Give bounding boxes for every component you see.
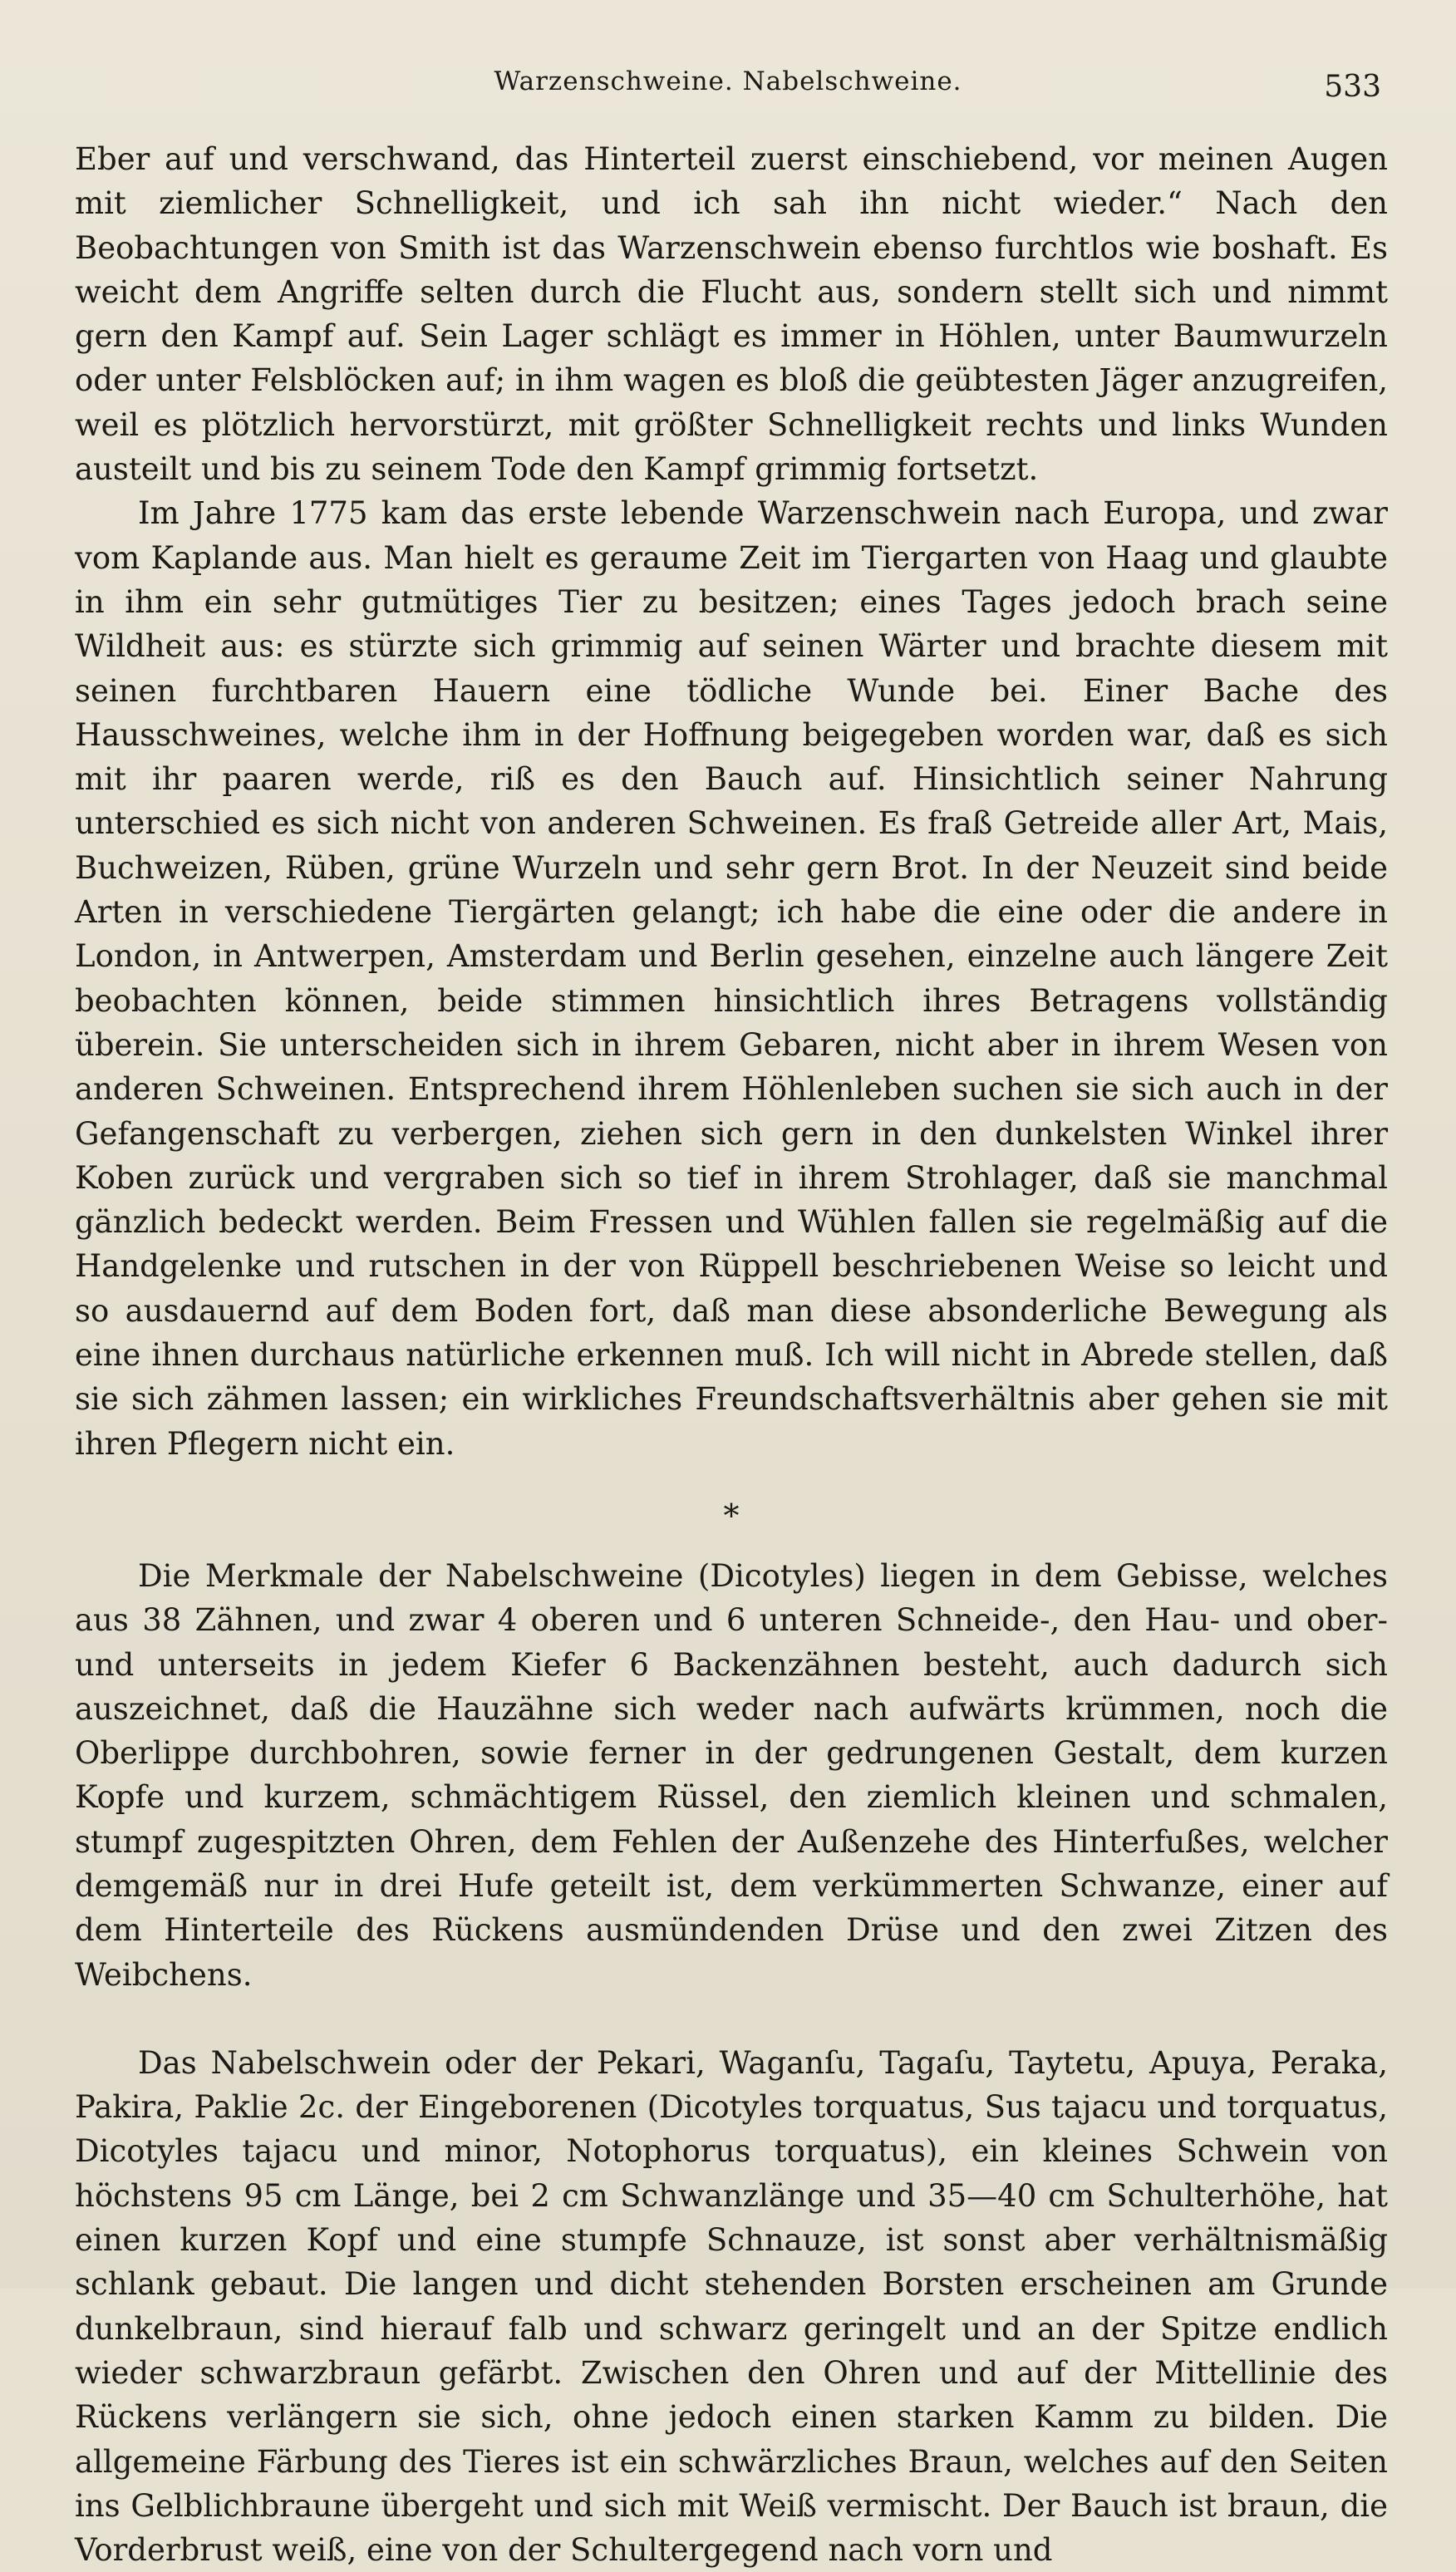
- section-separator: *: [723, 1497, 740, 1534]
- paragraph-warzenschwein-captivity: Im Jahre 1775 kam das erste lebende Warzenschwein nach Europa, und zwar vom Kaplande aus. Man hielt es geraume Zeit im Tiergarten von Haag und glaubte in ihm ein sehr gutmütiges Tier zu besitzen; eines Tages jedoch brach seine Wildheit aus: es stürzte sich grimmig auf seinen Wärter und brachte diesem mit seinen furchtbaren Hauern eine tödliche Wunde bei. Einer Bache des Hausschweines, welche ihm in der Hoffnung beigegeben worden war, daß es sich mit ihr paaren werde, riß es den Bauch auf. Hinsichtlich seiner Nahrung unterschied es sich nicht von anderen Schweinen. Es fraß Getreide aller Art, Mais, Buchweizen, Rüben, grüne Wurzeln und sehr gern Brot. In der Neuzeit sind beide Arten in verschiedene Tiergärten gelangt; ich habe die eine oder die andere in London, in Antwerpen, Amsterdam und Berlin gesehen, einzelne auch längere Zeit beobachten können, beide stimmen hinsichtlich ihres Betragens vollständig überein. Sie unterscheiden sich in ihrem Gebaren, nicht aber in ihrem Wesen von anderen Schweinen. Entsprechend ihrem Höhlenleben suchen sie sich auch in der Gefangenschaft zu verbergen, ziehen sich gern in den dunkelsten Winkel ihrer Koben zurück und vergraben sich so tief in ihrem Strohlager, daß sie manchmal gänzlich bedeckt werden. Beim Fressen und Wühlen fallen sie regelmäßig auf die Handgelenke und rutschen in der von Rüppell beschriebenen Weise so leicht und so ausdauernd auf dem Boden fort, daß man diese absonderliche Bewegung als eine ihnen durchaus natürliche erkennen muß. Ich will nicht in Abrede stellen, daß sie sich zähmen lassen; ein wirkliches Freundschaftsverhältnis aber gehen sie mit ihren Pflegern nicht ein.: [75, 495, 1388, 1462]
- paragraph-nabelschweine-features: Die Merkmale der Nabelschweine (Dicotyles) liegen in dem Gebisse, welches aus 38 Zähnen, und zwar 4 oberen und 6 unteren Schneide-, den Hau- und ober- und unterseits in jedem Kiefer 6 Backenzähnen besteht, auch dadurch sich auszeichnet, daß die Hauzähne sich weder nach aufwärts krümmen, noch die Oberlippe durchbohren, sowie ferner in der gedrungenen Gestalt, dem kurzen Kopfe und kurzem, schmächtigem Rüssel, den ziemlich kleinen und schmalen, stumpf zugespitzten Ohren, dem Fehlen der Außenzehe des Hinterfußes, welcher demgemäß nur in drei Hufe geteilt ist, dem verkümmerten Schwanze, einer auf dem Hinterteile des Rückens ausmündenden Drüse und den zwei Zitzen des Weibchens.: [75, 1557, 1388, 1993]
- page-header: [0, 58, 1456, 104]
- page-number: 533: [1324, 70, 1381, 104]
- body-text: [75, 137, 1388, 2572]
- paragraph-gap: [75, 1997, 1388, 2041]
- running-head: Warzenschweine. Nabelschweine.: [494, 66, 962, 96]
- paragraph-warzenschwein-behavior: Eber auf und verschwand, das Hinterteil zuerst einschiebend, vor meinen Augen mit ziemlicher Schnelligkeit, und ich sah ihn nicht wieder.“ Nach den Beobachtungen von Smith ist das Warzenschwein ebenso furchtlos wie boshaft. Es weicht dem Angriffe selten durch die Flucht aus, sondern stellt sich und nimmt gern den Kampf auf. Sein Lager schlägt es immer in Höhlen, unter Baumwurzeln oder unter Felsblöcken auf; in ihm wagen es bloß die geübtesten Jäger anzugreifen, weil es plötzlich hervorstürzt, mit größter Schnelligkeit rechts und links Wunden austeilt und bis zu seinem Tode den Kampf grimmig fortsetzt.: [75, 141, 1388, 488]
- paragraph-pekari-description: Das Nabelschwein oder der Pekari, Waganſu, Tagaſu, Taytetu, Apuya, Peraka, Pakira, Paklie 2c. der Eingeborenen (Dicotyles torquatus, Sus tajacu und torquatus, Dicotyles tajacu und minor, Notophorus torquatus), ein kleines Schwein von höchstens 95 cm Länge, bei 2 cm Schwanzlänge und 35—40 cm Schulterhöhe, hat einen kurzen Kopf und eine stumpfe Schnauze, ist sonst aber verhältnismäßig schlank gebaut. Die langen und dicht stehenden Borsten erscheinen am Grunde dunkelbraun, sind hierauf falb und schwarz geringelt und an der Spitze endlich wieder schwarzbraun gefärbt. Zwischen den Ohren und auf der Mittellinie des Rückens verlängern sie sich, ohne jedoch einen starken Kamm zu bilden. Die allgemeine Färbung des Tieres ist ein schwärzliches Braun, welches auf den Seiten ins Gelblichbraune übergeht und sich mit Weiß vermischt. Der Bauch ist braun, die Vorderbrust weiß, eine von der Schultergegend nach vorn und: [75, 2044, 1388, 2569]
